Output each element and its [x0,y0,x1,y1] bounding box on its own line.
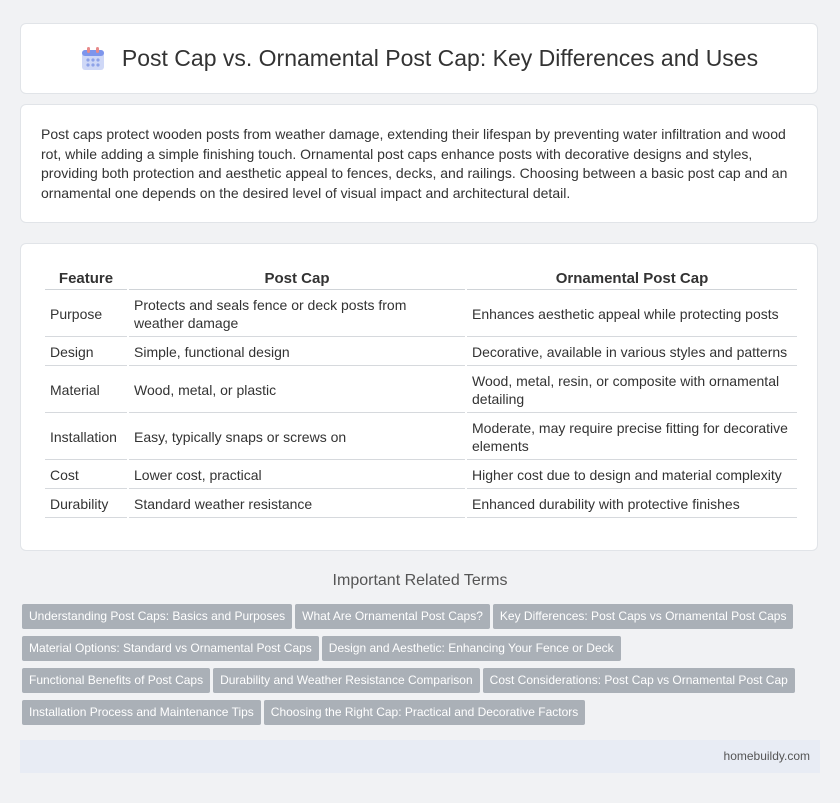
post-cap-cell: Wood, metal, or plastic [129,368,465,413]
ornamental-cell: Wood, metal, resin, or composite with ornamental detailing [467,368,797,413]
table-row [45,415,797,460]
comparison-card [20,243,818,551]
ornamental-cell: Higher cost due to design and material complexity [467,462,797,489]
table-row [45,491,797,518]
related-term-tag[interactable]: Key Differences: Post Caps vs Ornamental Post Caps [493,604,794,629]
related-terms-list [22,604,822,732]
post-cap-cell: Standard weather resistance [129,491,465,518]
calendar-icon [80,46,106,72]
post-cap-cell: Simple, functional design [129,339,465,366]
related-term-tag[interactable]: Cost Considerations: Post Cap vs Ornamental Post Cap [483,668,795,693]
related-term-tag[interactable]: Material Options: Standard vs Ornamental Post Caps [22,636,319,661]
header-card [20,23,818,94]
related-terms-title: Important Related Terms [332,572,508,589]
ornamental-cell: Enhances aesthetic appeal while protecting posts [467,292,797,337]
related-term-tag[interactable]: Installation Process and Maintenance Tips [22,700,261,725]
ornamental-cell: Decorative, available in various styles and patterns [467,339,797,366]
post-cap-cell: Protects and seals fence or deck posts from weather damage [129,292,465,337]
footer [20,740,820,773]
table-row [45,462,797,489]
intro-card [20,104,818,223]
related-term-tag[interactable]: Functional Benefits of Post Caps [22,668,210,693]
table-row [45,292,797,337]
post-cap-cell: Easy, typically snaps or screws on [129,415,465,460]
footer-site-link[interactable]: homebuildy.com [723,749,810,763]
feature-cell: Material [45,368,127,413]
table-row [45,339,797,366]
table-row [45,368,797,413]
page-title: Post Cap vs. Ornamental Post Cap: Key Differences and Uses [121,45,759,71]
related-term-tag[interactable]: Choosing the Right Cap: Practical and Decorative Factors [264,700,585,725]
header-feature: Feature [45,264,127,290]
intro-text: Post caps protect wooden posts from weather damage, extending their lifespan by preventing water infiltration and wood rot, while adding a simple finishing touch. Ornamental post caps enhance posts with decorative designs and styles, providing both protection and aesthetic appeal to fences, decks, and railings. Choosing between a basic post cap and an ornamental one depends on the desired level of visual impact and architectural detail. [41,126,788,201]
feature-cell: Purpose [45,292,127,337]
related-term-tag[interactable]: Design and Aesthetic: Enhancing Your Fence or Deck [322,636,621,661]
comparison-table [43,262,799,520]
related-term-tag[interactable]: Durability and Weather Resistance Comparison [213,668,480,693]
related-term-tag[interactable]: Understanding Post Caps: Basics and Purposes [22,604,292,629]
header-post-cap: Post Cap [129,264,465,290]
ornamental-cell: Enhanced durability with protective finishes [467,491,797,518]
related-term-tag[interactable]: What Are Ornamental Post Caps? [295,604,490,629]
post-cap-cell: Lower cost, practical [129,462,465,489]
feature-cell: Durability [45,491,127,518]
feature-cell: Cost [45,462,127,489]
feature-cell: Design [45,339,127,366]
ornamental-cell: Moderate, may require precise fitting for decorative elements [467,415,797,460]
table-header-row [45,264,797,290]
header-ornamental-post-cap: Ornamental Post Cap [467,264,797,290]
feature-cell: Installation [45,415,127,460]
